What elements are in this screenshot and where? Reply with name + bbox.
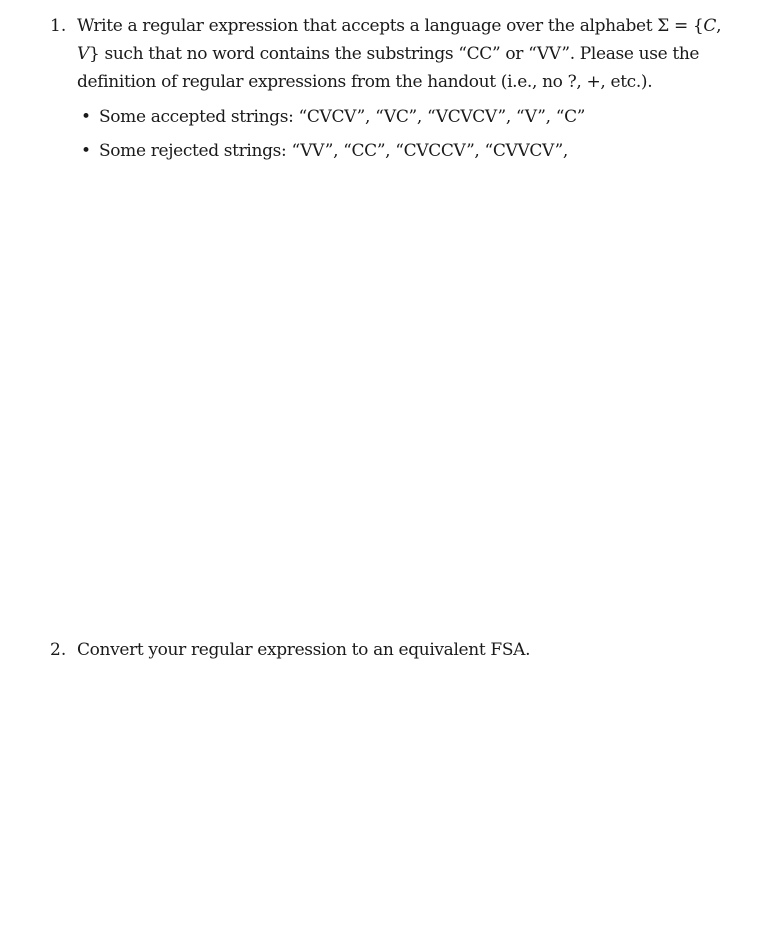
problem-1-text: Write a regular expression that accepts a language over the alphabet Σ = {C, V} such that no word contains the substrings “CC” or “VV”. Please use the definition of regular expressions from the handout (i.e., no ?, +, etc.). bbox=[77, 16, 722, 92]
math-symbol-c: C bbox=[703, 16, 717, 36]
problem-number: 1. bbox=[50, 16, 67, 36]
example-list bbox=[0, 103, 782, 165]
problem-2 bbox=[0, 636, 782, 664]
problem-1 bbox=[0, 12, 782, 171]
list-item: • Some rejected strings: “VV”, “CC”, “CVCCV”, “CVVCV”, bbox=[99, 137, 782, 165]
problem-number: 2. bbox=[50, 640, 67, 660]
list-item: • Some accepted strings: “CVCV”, “VC”, “VCVCV”, “V”, “C” bbox=[99, 103, 782, 131]
math-symbol-v: V bbox=[77, 44, 89, 64]
bullet-icon: • bbox=[81, 141, 91, 161]
problem-2-text: Convert your regular expression to an equivalent FSA. bbox=[77, 640, 531, 660]
bullet-icon: • bbox=[81, 107, 91, 127]
